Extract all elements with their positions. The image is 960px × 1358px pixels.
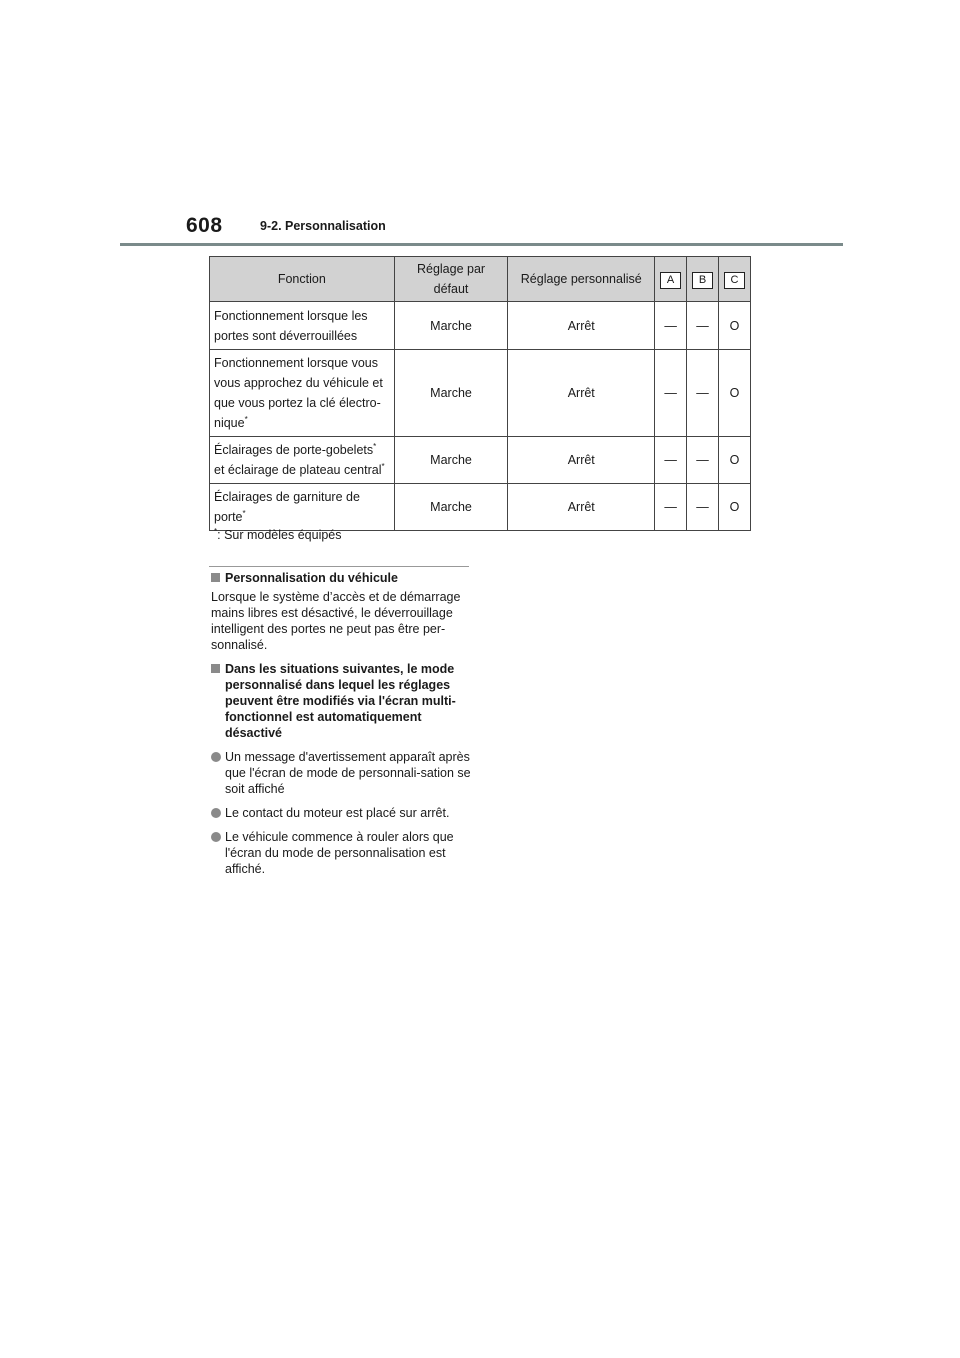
label-b-box: B [692, 272, 713, 289]
row-c: O [719, 437, 751, 484]
row-b: — [687, 484, 719, 531]
header-rule [120, 243, 843, 246]
list-item: Le contact du moteur est placé sur arrêt. [211, 805, 471, 821]
section-divider [209, 566, 469, 567]
row-custom: Arrêt [508, 350, 655, 437]
header-c [719, 257, 751, 302]
circle-bullet-icon [211, 808, 221, 818]
square-bullet-icon [211, 664, 220, 673]
header-default-line2: défaut [433, 282, 469, 296]
row-function: Éclairages de porte-gobelets* et éclairage de plateau central* [210, 437, 395, 484]
row-b: — [687, 437, 719, 484]
header-default [394, 257, 508, 302]
section-title: 9-2. Personnalisation [260, 219, 386, 233]
header-function: Fonction [210, 257, 395, 302]
footnote-text: : Sur modèles équipés [217, 528, 342, 542]
section-heading-2: Dans les situations suivantes, le mode personnalisé dans lequel les réglages peuvent être modifiés via l'écran multi-fonctionnel est automatiquement désactivé [211, 661, 471, 741]
header-custom: Réglage personnalisé [508, 257, 655, 302]
label-a-box: A [660, 272, 681, 289]
row-custom: Arrêt [508, 302, 655, 350]
row-b: — [687, 302, 719, 350]
asterisk: * [244, 414, 248, 424]
asterisk: * [373, 441, 377, 451]
row-c: O [719, 484, 751, 531]
square-bullet-icon [211, 573, 220, 582]
text-column [211, 570, 471, 877]
list-item: Un message d'avertissement apparaît après que l'écran de mode de personnali-sation se soit affiché [211, 749, 471, 797]
table-header-row [210, 257, 751, 302]
table-row [210, 484, 751, 531]
list-item: Le véhicule commence à rouler alors que l'écran du mode de personnalisation est affiché. [211, 829, 471, 877]
table-row [210, 302, 751, 350]
row-default: Marche [394, 437, 508, 484]
footnote [214, 528, 342, 542]
header-b [687, 257, 719, 302]
circle-bullet-icon [211, 832, 221, 842]
row-custom: Arrêt [508, 437, 655, 484]
label-c-box: C [724, 272, 745, 289]
row-default: Marche [394, 350, 508, 437]
row-a: — [655, 302, 687, 350]
asterisk: * [242, 508, 246, 518]
row-default: Marche [394, 302, 508, 350]
page-number: 608 [186, 214, 223, 237]
header-a [655, 257, 687, 302]
header-default-line1: Réglage par [416, 262, 486, 276]
row-function: Fonctionnement lorsque les portes sont déverrouillées [210, 302, 395, 350]
row-function: Éclairages de garniture de porte* [210, 484, 395, 531]
circle-bullet-icon [211, 752, 221, 762]
row-c: O [719, 350, 751, 437]
row-a: — [655, 437, 687, 484]
footnote-asterisk: * [214, 526, 218, 536]
row-a: — [655, 484, 687, 531]
row-a: — [655, 350, 687, 437]
row-b: — [687, 350, 719, 437]
asterisk: * [381, 461, 385, 471]
table-row [210, 437, 751, 484]
section-heading-1: Personnalisation du véhicule [211, 570, 471, 586]
table-row [210, 350, 751, 437]
row-function: Fonctionnement lorsque vous vous approchez du véhicule et que vous portez la clé électro- nique* [210, 350, 395, 437]
row-c: O [719, 302, 751, 350]
row-custom: Arrêt [508, 484, 655, 531]
row-default: Marche [394, 484, 508, 531]
settings-table [209, 256, 751, 531]
section-body-1: Lorsque le système d’accès et de démarrage mains libres est désactivé, le déverrouillage intelligent des portes ne peut pas être per-sonnalisé. [211, 590, 461, 652]
